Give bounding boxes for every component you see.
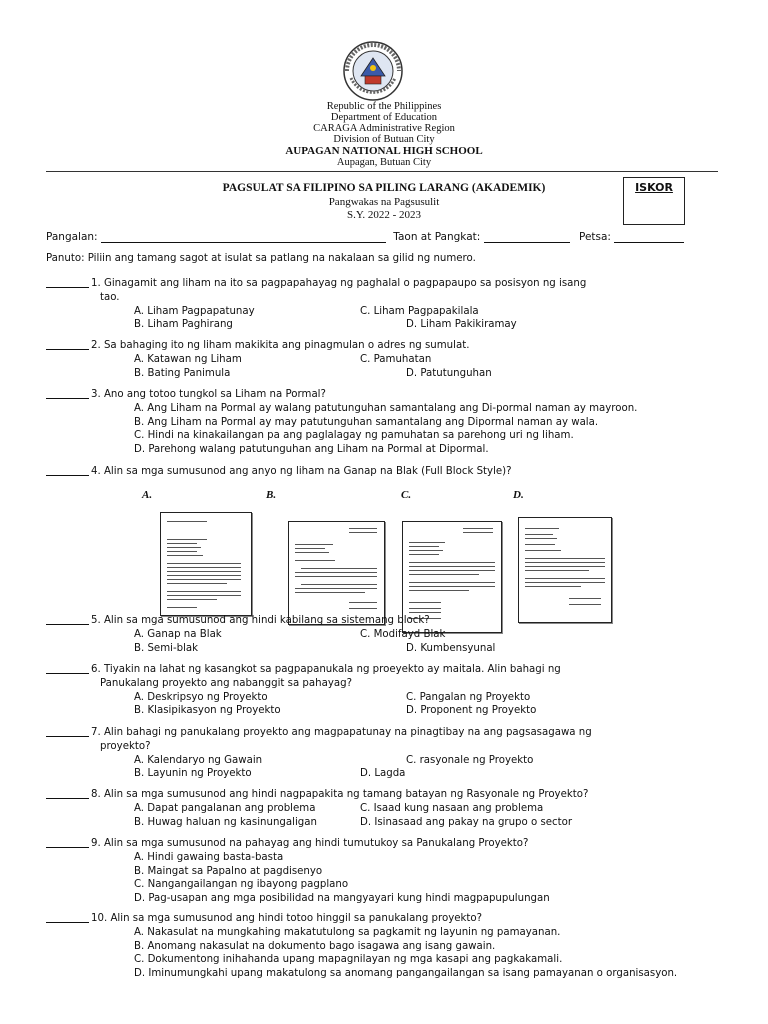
- text-line: [349, 532, 377, 533]
- text-line: [409, 542, 445, 543]
- option-b[interactable]: B. Layunin ng Proyekto: [134, 768, 252, 780]
- option-d[interactable]: D. Kumbensyunal: [406, 642, 496, 654]
- exam-subtitle: Pangwakas na Pagsusulit: [328, 196, 440, 208]
- option-c[interactable]: C. Nangangailangan ng ibayong pagplano: [134, 879, 349, 891]
- text-line: [167, 539, 207, 540]
- option-c-label[interactable]: C.: [401, 488, 412, 501]
- text-line: [525, 578, 605, 579]
- option-d[interactable]: D. Proponent ng Proyekto: [406, 705, 537, 717]
- option-a[interactable]: A. Liham Pagpapatunay: [134, 305, 255, 317]
- text-line: [295, 592, 365, 593]
- text-line: [525, 538, 557, 539]
- option-a[interactable]: A. Nakasulat na mungkahing makatutulong sa pagkamit ng layunin ng pamayanan.: [134, 926, 561, 938]
- option-b-label[interactable]: B.: [266, 488, 277, 501]
- option-d-label[interactable]: D.: [513, 488, 524, 501]
- name-label: Pangalan:: [46, 231, 98, 243]
- text-line: [349, 608, 377, 609]
- question-text-continued: proyekto?: [100, 740, 151, 752]
- text-line: [295, 548, 325, 549]
- question-text: 3. Ano ang totoo tungkol sa Liham na Pormal?: [91, 389, 326, 400]
- text-line: [409, 554, 439, 555]
- answer-blank[interactable]: [46, 398, 89, 399]
- question-text: 7. Alin bahagi ng panukalang proyekto ang magpapatunay na pinagtibay na ang pagsasagawa ng: [91, 727, 592, 738]
- text-line: [525, 586, 581, 587]
- option-b[interactable]: B. Liham Paghirang: [134, 319, 233, 331]
- text-line: [295, 552, 329, 553]
- question-text: 10. Alin sa mga sumusunod ang hindi totoo hinggil sa panukalang proyekto?: [91, 913, 483, 924]
- text-line: [409, 608, 441, 609]
- option-b[interactable]: B. Maingat sa Papalno at pagdisenyo: [134, 865, 323, 877]
- school-year: S.Y. 2022 - 2023: [346, 209, 422, 221]
- header-divider: [46, 171, 718, 172]
- answer-blank[interactable]: [46, 736, 89, 737]
- text-line: [525, 534, 553, 535]
- text-line: [167, 563, 241, 564]
- answer-blank[interactable]: [46, 287, 89, 288]
- name-field[interactable]: [101, 242, 386, 243]
- text-line: [463, 528, 493, 529]
- text-line: [167, 571, 241, 572]
- text-line: [167, 591, 241, 592]
- option-d[interactable]: D. Liham Pakikiramay: [406, 319, 517, 331]
- text-line: [295, 572, 377, 573]
- question-text: 5. Alin sa mga sumusunod ang hindi kabilang sa sistemang block?: [91, 615, 430, 626]
- text-line: [167, 555, 203, 556]
- header-division: Division of Butuan City: [333, 134, 435, 145]
- text-line: [525, 528, 559, 529]
- text-line: [525, 570, 589, 571]
- option-b[interactable]: B. Bating Panimula: [134, 367, 231, 379]
- text-line: [569, 598, 601, 599]
- option-a[interactable]: A. Dapat pangalanan ang problema: [134, 802, 316, 814]
- text-line: [409, 570, 495, 571]
- text-line: [525, 544, 555, 545]
- option-b[interactable]: B. Klasipikasyon ng Proyekto: [134, 705, 281, 717]
- text-line: [301, 568, 377, 569]
- question-text-continued: tao.: [100, 291, 120, 303]
- score-label: ISKOR: [635, 181, 673, 194]
- option-c[interactable]: C. Liham Pagpapakilala: [360, 305, 479, 317]
- option-c[interactable]: C. Pamuhatan: [360, 353, 432, 365]
- text-line: [167, 599, 217, 600]
- text-line: [525, 558, 605, 559]
- option-d[interactable]: D. Patutunguhan: [406, 367, 492, 379]
- question-text: 2. Sa bahaging ito ng liham makikita ang pinagmulan o adres ng sumulat.: [91, 340, 470, 351]
- answer-blank[interactable]: [46, 798, 89, 799]
- option-c[interactable]: C. Dokumentong inihahanda upang mapagnilayan ng mga kasapi ang pagkakamali.: [134, 954, 563, 966]
- text-line: [167, 521, 207, 522]
- letter-format-d[interactable]: [518, 517, 612, 623]
- answer-blank[interactable]: [46, 624, 89, 625]
- question-text: 8. Alin sa mga sumusunod ang hindi nagpapakita ng tamang batayan ng Rasyonale ng Proyekto?: [91, 789, 589, 800]
- date-label: Petsa:: [578, 231, 611, 243]
- text-line: [569, 604, 601, 605]
- grade-label: Taon at Pangkat:: [393, 231, 481, 243]
- text-line: [295, 576, 377, 577]
- answer-blank[interactable]: [46, 673, 89, 674]
- text-line: [525, 582, 605, 583]
- option-b[interactable]: B. Ang Liham na Pormal ay may patutunguhan samantalang ang Dipormal naman ay wala.: [134, 416, 599, 428]
- option-a[interactable]: A. Deskripsyo ng Proyekto: [134, 691, 268, 703]
- text-line: [167, 607, 197, 608]
- text-line: [167, 579, 241, 580]
- text-line: [167, 595, 241, 596]
- answer-blank[interactable]: [46, 349, 89, 350]
- grade-field[interactable]: [484, 242, 570, 243]
- question-text: 4. Alin sa mga sumusunod ang anyo ng liham na Ganap na Blak (Full Block Style)?: [91, 466, 512, 477]
- question-text: 9. Alin sa mga sumusunod na pahayag ang hindi tumutukoy sa Panukalang Proyekto?: [91, 838, 529, 849]
- text-line: [409, 582, 495, 583]
- option-c[interactable]: C. Pangalan ng Proyekto: [406, 691, 531, 703]
- text-line: [349, 602, 377, 603]
- instructions: Panuto: Piliin ang tamang sagot at isulat sa patlang na nakalaan sa gilid ng numero.: [46, 253, 476, 264]
- option-d[interactable]: D. Isinasaad ang pakay na grupo o sector: [360, 816, 573, 828]
- text-line: [463, 532, 493, 533]
- text-line: [167, 543, 197, 544]
- option-c[interactable]: C. rasyonale ng Proyekto: [406, 754, 534, 766]
- text-line: [409, 612, 441, 613]
- header-address: Aupagan, Butuan City: [336, 157, 432, 168]
- text-line: [409, 566, 495, 567]
- text-line: [167, 567, 241, 568]
- header-school: AUPAGAN NATIONAL HIGH SCHOOL: [285, 145, 483, 157]
- option-a[interactable]: A. Ganap na Blak: [134, 628, 222, 640]
- option-a[interactable]: A. Ang Liham na Pormal ay walang patutunguhan samantalang ang Di-pormal naman ay mayroon.: [134, 402, 638, 414]
- option-c[interactable]: C. Isaad kung nasaan ang problema: [360, 802, 544, 814]
- question-text: 6. Tiyakin na lahat ng kasangkot sa pagpapanukala ng proeyekto ay maitala. Alin bahagi ng: [91, 664, 561, 675]
- option-b[interactable]: B. Huwag haluan ng kasinungaligan: [134, 816, 317, 828]
- score-box: [623, 177, 685, 225]
- option-d[interactable]: D. Parehong walang patutunguhan ang Liham na Pormal at Dipormal.: [134, 444, 489, 456]
- answer-blank[interactable]: [46, 475, 89, 476]
- option-b[interactable]: B. Semi-blak: [134, 642, 199, 654]
- text-line: [525, 566, 605, 567]
- letter-format-b[interactable]: [288, 521, 385, 625]
- text-line: [525, 550, 561, 551]
- answer-blank[interactable]: [46, 847, 89, 848]
- text-line: [409, 590, 469, 591]
- option-d[interactable]: D. Lagda: [360, 768, 406, 780]
- text-line: [409, 550, 443, 551]
- option-a[interactable]: A. Kalendaryo ng Gawain: [134, 754, 263, 766]
- text-line: [295, 588, 377, 589]
- option-a[interactable]: A. Hindi gawaing basta-basta: [134, 851, 284, 863]
- option-a[interactable]: A. Katawan ng Liham: [134, 353, 242, 365]
- header-department: Department of Education: [330, 112, 438, 123]
- text-line: [295, 544, 333, 545]
- question-text: 1. Ginagamit ang liham na ito sa pagpapahayag ng paghalal o pagpapaupo sa posisyon ng isang: [91, 278, 587, 289]
- text-line: [409, 602, 441, 603]
- text-line: [349, 528, 377, 529]
- header-region: CARAGA Administrative Region: [313, 123, 455, 134]
- text-line: [167, 547, 201, 548]
- exam-title: PAGSULAT SA FILIPINO SA PILING LARANG (AKADEMIK): [222, 182, 546, 194]
- deped-seal: [337, 40, 409, 102]
- text-line: [295, 560, 335, 561]
- student-info-row: [46, 231, 684, 243]
- option-c[interactable]: C. Modifayd Blak: [360, 628, 446, 640]
- text-line: [167, 551, 197, 552]
- text-line: [409, 586, 495, 587]
- text-line: [409, 574, 479, 575]
- text-line: [167, 583, 227, 584]
- text-line: [167, 575, 241, 576]
- letter-format-a[interactable]: [160, 512, 252, 616]
- text-line: [525, 562, 605, 563]
- option-c[interactable]: C. Hindi na kinakailangan pa ang paglalagay ng pamuhatan sa parehong uri ng liham.: [134, 430, 574, 442]
- option-d[interactable]: D. Pag-usapan ang mga posibilidad na mangyayari kung hindi magpapupulungan: [134, 893, 550, 905]
- text-line: [409, 546, 439, 547]
- text-line: [409, 562, 495, 563]
- header-republic: Republic of the Philippines: [326, 101, 442, 112]
- option-b[interactable]: B. Anomang nakasulat na dokumento bago isagawa ang isang gawain.: [134, 940, 496, 952]
- question-text-continued: Panukalang proyekto ang nabanggit sa pahayag?: [100, 677, 352, 689]
- answer-blank[interactable]: [46, 922, 89, 923]
- date-field[interactable]: [614, 242, 684, 243]
- text-line: [301, 584, 377, 585]
- option-a-label[interactable]: A.: [142, 488, 153, 501]
- option-d[interactable]: D. Iminumungkahi upang makatulong sa anomang pangangailangan sa isang pamayanan o organisasyon.: [134, 968, 678, 980]
